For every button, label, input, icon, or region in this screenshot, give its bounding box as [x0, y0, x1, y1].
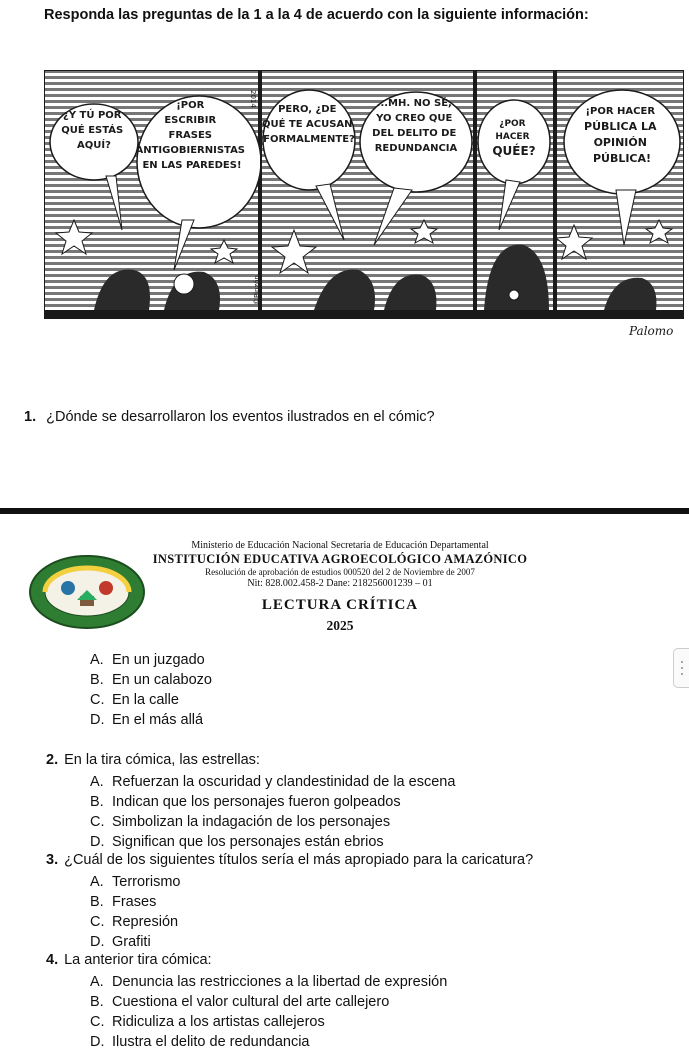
- q4-option-d: D. Ilustra el delito de redundancia: [90, 1034, 310, 1050]
- header-nit: Nit: 828.002.458-2 Dane: 218256001239 – 01: [247, 578, 433, 589]
- comic-strip: [44, 70, 684, 342]
- question-2-options: [90, 772, 455, 852]
- question-1-text: ¿Dónde se desarrollaron los eventos ilustrados en el cómic?: [46, 409, 435, 425]
- q1-option-c: C. En la calle: [90, 692, 179, 708]
- q4-option-b: B. Cuestiona el valor cultural del arte callejero: [90, 994, 390, 1010]
- comic-year: 2014: [249, 90, 257, 108]
- page-divider: [0, 508, 689, 514]
- comic-copyright: ©Pinzón: [253, 275, 261, 305]
- comic-panel-1: [44, 70, 261, 318]
- svg-text:¡POR HACER PÚBLICA LA: ¡POR HACER PÚBLICA LA OPINIÓN PÚBLICA!: [584, 106, 657, 165]
- question-4-options: [90, 972, 447, 1052]
- q2-option-c: C. Simbolizan la indagación de los personajes: [90, 814, 391, 830]
- question-1-options: [90, 650, 212, 730]
- header-institution: INSTITUCIÓN EDUCATIVA AGROECOLÓGICO AMAZÓNICO: [152, 552, 528, 566]
- question-2: 2. En la tira cómica, las estrellas:: [46, 752, 260, 768]
- q3-option-b: B. Frases: [90, 894, 157, 910]
- comic-panel-4: [556, 70, 684, 318]
- school-header: [0, 540, 689, 640]
- p1-bubble-left-l1: ¿Y TÚ POR: [63, 110, 122, 121]
- q1-option-d: D. En el más allá: [90, 712, 204, 728]
- q2-option-b: B. Indican que los personajes fueron golpeados: [90, 794, 401, 810]
- comic-signature: Palomo: [629, 324, 674, 338]
- p1-bubble-left-l2: QUÉ ESTÁS: [61, 125, 124, 136]
- header-text-block: [140, 540, 540, 634]
- q4-option-c: C. Ridiculiza a los artistas callejeros: [90, 1014, 325, 1030]
- question-3: 3. ¿Cuál de los siguientes títulos sería el más apropiado para la caricatura?: [46, 852, 534, 868]
- comic-panel-3: [476, 70, 554, 318]
- question-1: [24, 409, 435, 425]
- header-subject-title: LECTURA CRÍTICA: [261, 597, 419, 613]
- q2-option-d: D. Significan que los personajes están ebrios: [90, 834, 384, 850]
- school-seal-logo: [28, 554, 146, 630]
- comic-panel-2: [261, 70, 474, 318]
- question-1-number: 1.: [24, 409, 37, 425]
- svg-text:PERO, ¿DE QUÉ TE ACUSAN: PERO, ¿DE QUÉ TE ACUSAN FORMALMENTE?: [261, 104, 355, 145]
- q4-option-a: A. Denuncia las restricciones a la libertad de expresión: [90, 974, 448, 990]
- header-year: 2025: [326, 618, 354, 633]
- question-4: 4. La anterior tira cómica:: [46, 952, 212, 968]
- q2-option-a: A. Refuerzan la oscuridad y clandestinidad de la escena: [90, 774, 456, 790]
- question-3-options: [90, 872, 180, 952]
- q3-option-a: A. Terrorismo: [90, 874, 181, 890]
- q1-option-b: B. En un calabozo: [90, 672, 212, 688]
- svg-text:¡POR ESCRIBIR FRAS: ¡POR ESCRIBIR FRASES ANTIGOBIERNISTAS EN LAS PAREDES!: [135, 100, 246, 171]
- p1-bubble-left-l3: AQUÍ?: [77, 140, 111, 151]
- svg-text:¿POR HACER QUÉE?: ¿POR HACER QUÉE?: [492, 119, 536, 158]
- header-resolution: Resolución de aprobación de estudios 000520 del 2 de Noviembre de 2007: [205, 567, 475, 577]
- q1-option-a: A. En un juzgado: [90, 652, 205, 668]
- header-ministry: Ministerio de Educación Nacional Secretaria de Educación Departamental: [191, 540, 489, 551]
- svg-text:...MH. NO SÉ, YO CREO QU: ...MH. NO SÉ, YO CREO QUE DEL DELITO DE REDUNDANCIA: [372, 98, 458, 154]
- q3-option-d: D. Grafiti: [90, 934, 151, 950]
- side-panel-handle[interactable]: [673, 648, 689, 688]
- instructions-text: Responda las preguntas de la 1 a la 4 de acuerdo con la siguiente información:: [44, 7, 589, 23]
- q3-option-c: C. Represión: [90, 914, 179, 930]
